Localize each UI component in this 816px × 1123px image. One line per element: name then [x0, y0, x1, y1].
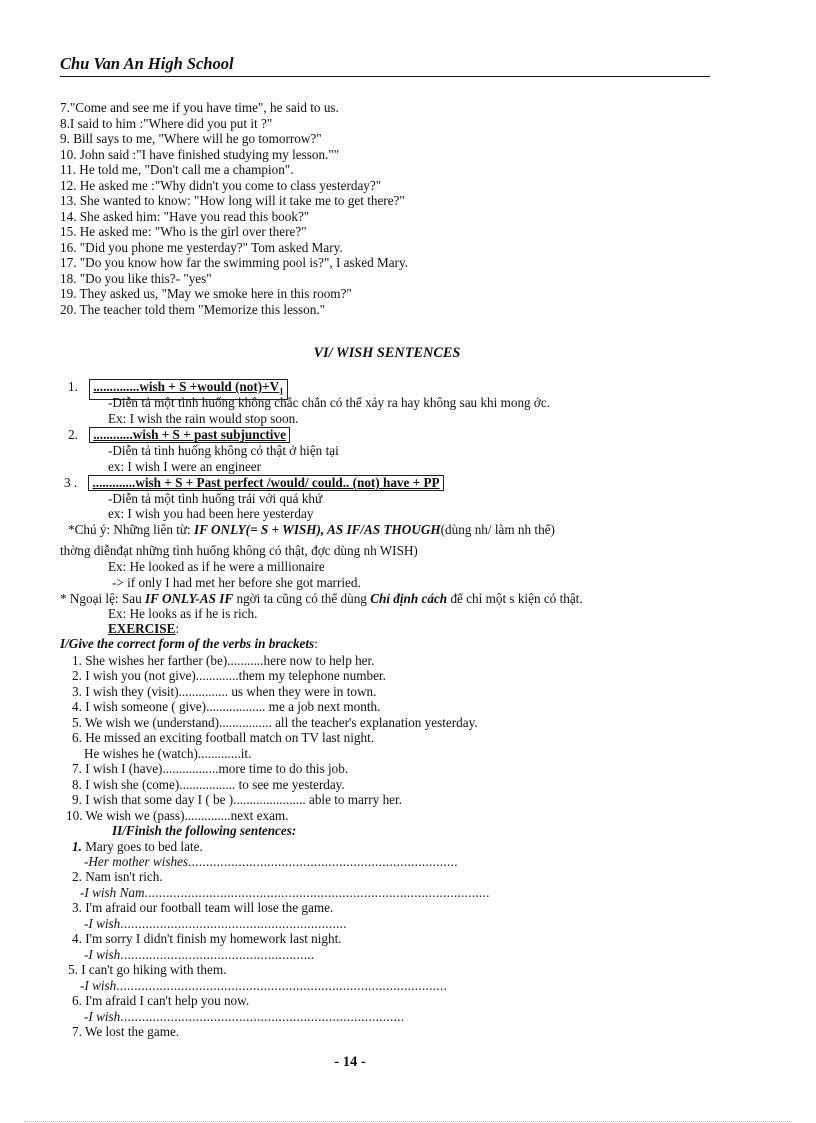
rule-description: -Diễn tả một tình huống trái với quá khứ	[108, 490, 323, 506]
exercise-2-title: II/Finish the following sentences:	[112, 823, 297, 838]
page-number: - 14 -	[334, 1054, 366, 1070]
list-item: 7."Come and see me if you have time", he said to us.	[60, 100, 339, 115]
list-item: 17. "Do you know how far the swimming pool is?", I asked Mary.	[60, 255, 408, 270]
answer-line: -I wish...............................................................................	[84, 1008, 405, 1024]
list-item: 12. He asked me :"Why didn't you come to class yesterday?"	[60, 177, 382, 193]
list-item: 18. "Do you like this?- "yes"	[60, 270, 212, 286]
exercise-2-item: 2. Nam isn't rich.	[72, 869, 163, 884]
list-item: 14. She asked him: "Have you read this book?"	[60, 208, 310, 224]
list-item: 16. "Did you phone me yesterday?" Tom asked Mary.	[60, 239, 343, 255]
answer-line: -I wish......................................................	[84, 946, 315, 962]
exercise-item: 4. I wish someone ( give).................. me a job next month.	[72, 699, 381, 714]
exercise-item: 3. I wish they (visit)............... us when they were in town.	[72, 683, 377, 699]
rule-example: ex: I wish you had been here yesterday	[108, 506, 314, 521]
exercise-item: 7. I wish I (have).................more time to do this job.	[72, 761, 349, 776]
rule-number: 1.	[68, 379, 78, 394]
exercise-2-item: 3. I'm afraid our football team will lose the game.	[72, 900, 334, 915]
rule-description: -Diễn tả một tình huống không chắc chắn có thể xảy ra hay không sau khi mong ớc.	[108, 395, 551, 410]
exercise-label: EXERCISE:	[108, 621, 180, 636]
rule-number: 2.	[68, 427, 78, 442]
exercise-item: 5. We wish we (understand)................ all the teacher's explanation yesterday.	[72, 714, 478, 730]
exercise-item: 10. We wish we (pass)..............next exam.	[66, 807, 289, 823]
list-item: 13. She wanted to know: "How long will it take me to get there?"	[60, 193, 405, 208]
note-line: *Chú ý: Những liên từ: IF ONLY(= S + WISH), AS IF/AS THOUGH(dùng nh/ làm nh thể)	[68, 521, 555, 537]
answer-line: -I wish............................................................................................	[80, 977, 448, 993]
section-title: VI/ WISH SENTENCES	[313, 345, 461, 361]
exception-line: * Ngoại lệ: Sau IF ONLY-AS IF ngời ta cũng có thể dùng Chỉ định cách để chỉ một s kiện có thật.	[60, 590, 583, 606]
exercise-item: 8. I wish she (come)................. to see me yesterday.	[72, 776, 345, 792]
list-item: 11. He told me, "Don't call me a champion".	[60, 162, 294, 177]
exercise-item: 1. She wishes her farther (be)...........here now to help her.	[72, 652, 375, 668]
rule-example: ex: I wish I were an engineer	[108, 458, 262, 474]
formula-box: ............wish + S + past subjunctive	[89, 427, 290, 443]
exercise-item: He wishes he (watch).............it.	[84, 745, 252, 761]
exercise-2-item: 4. I'm sorry I didn't finish my homework last night.	[72, 931, 342, 946]
answer-line: -I wish Nam................................................................................................	[80, 884, 490, 900]
exercise-item: 2. I wish you (not give).............them my telephone number.	[72, 668, 386, 683]
answer-line: -Her mother wishes...........................................................................	[84, 853, 458, 869]
list-item: 8.I said to him :"Where did you put it ?"	[60, 115, 273, 131]
formula-box: .............wish + S + Past perfect /would/ could.. (not) have + PP	[88, 475, 443, 491]
exercise-2-item: 6. I'm afraid I can't help you now.	[72, 993, 250, 1008]
exercise-2-item: 5. I can't go hiking with them.	[68, 962, 227, 977]
formula-box: ..............wish + S +would $(not)+V_1$	[89, 379, 287, 400]
list-item: 20. The teacher told them "Memorize this lesson."	[60, 301, 326, 317]
note-line-2: thờng diễnđạt những tình huống không có thật, đợc dùng nh WISH)	[60, 543, 418, 558]
exercise-item: 6. He missed an exciting football match on TV last night.	[72, 730, 375, 745]
list-item: 15. He asked me: "Who is the girl over there?"	[60, 224, 307, 239]
list-item: 9. Bill says to me, "Where will he go tomorrow?"	[60, 131, 322, 146]
list-item: 10. John said :"I have finished studying my lesson.""	[60, 146, 340, 162]
exercise-2-item: 7. We lost the game.	[72, 1024, 180, 1039]
exercise-1-title: I/Give the correct form of the verbs in brackets:	[60, 636, 318, 651]
exercise-item: 9. I wish that some day I ( be )...................... able to marry her.	[72, 792, 402, 807]
rule-number: 3 .	[64, 475, 78, 490]
exercise-2-item: 1. Mary goes to bed late.	[72, 838, 203, 854]
rule-2	[68, 427, 290, 443]
rule-3	[64, 475, 444, 491]
rule-example: Ex: I wish the rain would stop soon.	[108, 410, 299, 426]
page-bottom-border	[24, 1121, 792, 1122]
rule-description: -Diễn tả tình huống không có thật ở hiện tại	[108, 443, 339, 458]
exception-example: Ex: He looks as if he is rich.	[108, 606, 258, 621]
note-example: Ex: He looked as if he were a millionaire	[108, 559, 325, 574]
note-example: -> if only I had met her before she got married.	[112, 574, 361, 590]
list-item: 19. They asked us, "May we smoke here in this room?"	[60, 286, 352, 301]
answer-line: -I wish...............................................................	[84, 915, 347, 931]
page-header: Chu Van An High School	[60, 54, 710, 77]
